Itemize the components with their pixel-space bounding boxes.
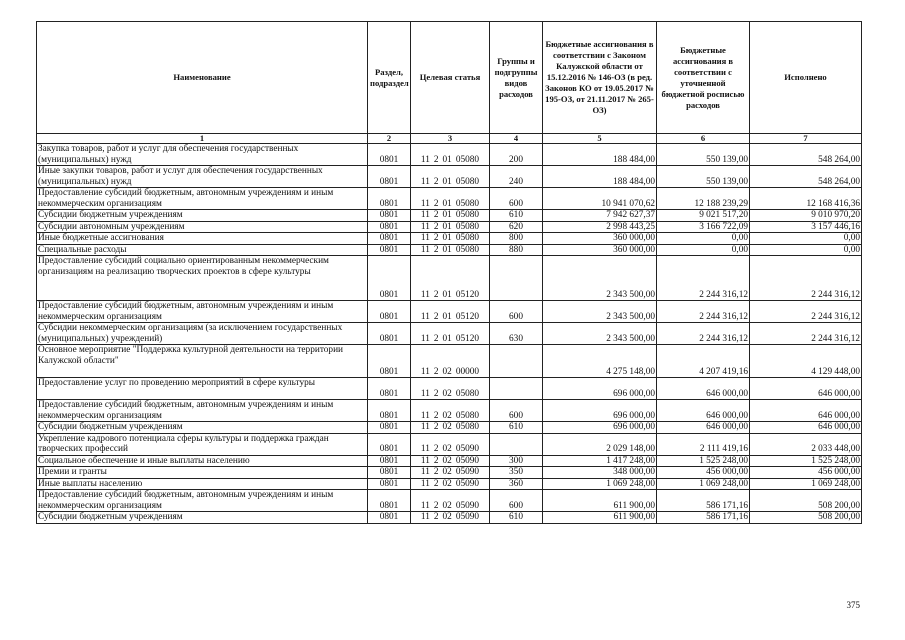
row-executed: 2 244 316,12 bbox=[750, 256, 862, 301]
row-executed: 0,00 bbox=[750, 244, 862, 256]
row-name: Иные закупки товаров, работ и услуг для обеспечения государственных (муниципальных) нужд bbox=[37, 166, 368, 188]
row-target-article bbox=[411, 256, 490, 301]
row-section: 0801 bbox=[368, 188, 411, 210]
row-expense-group: 610 bbox=[490, 422, 543, 434]
table-row bbox=[37, 301, 862, 323]
row-name: Укрепление кадрового потенциала сферы культуры и поддержка граждан творческих профессий bbox=[37, 433, 368, 455]
table-row bbox=[37, 144, 862, 166]
row-budget-refined: 456 000,00 bbox=[657, 467, 750, 479]
table-row bbox=[37, 233, 862, 245]
row-budget-refined: 12 188 239,29 bbox=[657, 188, 750, 210]
row-expense-group: 600 bbox=[490, 301, 543, 323]
column-number-row bbox=[37, 134, 862, 144]
target-article-part: 11 bbox=[420, 410, 430, 421]
target-article-part: 01 bbox=[442, 154, 452, 165]
target-article-part: 11 bbox=[420, 210, 430, 220]
row-budget-refined: 586 171,16 bbox=[657, 512, 750, 524]
target-article-part: 2 bbox=[433, 244, 439, 255]
row-expense-group: 610 bbox=[490, 512, 543, 524]
target-article-part: 11 bbox=[420, 512, 430, 522]
target-article-part: 05080 bbox=[455, 410, 480, 421]
column-number: 1 bbox=[37, 134, 368, 144]
target-article-part: 11 bbox=[420, 422, 430, 432]
row-budget-refined: 1 525 248,00 bbox=[657, 455, 750, 467]
row-section: 0801 bbox=[368, 221, 411, 233]
column-number: 3 bbox=[411, 134, 490, 144]
row-executed: 12 168 416,36 bbox=[750, 188, 862, 210]
row-section: 0801 bbox=[368, 256, 411, 301]
target-article-part: 11 bbox=[420, 478, 430, 489]
header-executed: Исполнено bbox=[750, 22, 862, 134]
target-article-part: 02 bbox=[442, 444, 452, 454]
target-article-part: 05090 bbox=[455, 478, 480, 489]
row-budget-law: 1 069 248,00 bbox=[543, 478, 657, 490]
row-expense-group: 620 bbox=[490, 221, 543, 233]
row-executed: 1 525 248,00 bbox=[750, 455, 862, 467]
row-budget-law: 2 343 500,00 bbox=[543, 323, 657, 345]
row-target-article bbox=[411, 323, 490, 345]
target-article-part: 05090 bbox=[455, 455, 480, 466]
row-target-article bbox=[411, 478, 490, 490]
table-row bbox=[37, 221, 862, 233]
row-budget-law: 611 900,00 bbox=[543, 490, 657, 512]
target-article-part: 01 bbox=[442, 176, 452, 187]
row-executed: 508 200,00 bbox=[750, 512, 862, 524]
table-row bbox=[37, 345, 862, 378]
row-budget-refined: 550 139,00 bbox=[657, 144, 750, 166]
target-article-part: 11 bbox=[420, 176, 430, 187]
target-article-part: 2 bbox=[433, 311, 439, 322]
target-article-part: 05080 bbox=[455, 422, 480, 432]
table-row bbox=[37, 323, 862, 345]
row-section: 0801 bbox=[368, 455, 411, 467]
target-article-part: 11 bbox=[420, 455, 430, 466]
row-section: 0801 bbox=[368, 233, 411, 245]
target-article-part: 05120 bbox=[455, 333, 480, 344]
row-budget-refined: 0,00 bbox=[657, 233, 750, 245]
row-budget-law: 611 900,00 bbox=[543, 512, 657, 524]
target-article-part: 2 bbox=[433, 221, 439, 232]
row-executed: 508 200,00 bbox=[750, 490, 862, 512]
row-executed: 646 000,00 bbox=[750, 422, 862, 434]
target-article-part: 01 bbox=[442, 311, 452, 322]
row-expense-group: 350 bbox=[490, 467, 543, 479]
row-target-article bbox=[411, 301, 490, 323]
row-executed: 646 000,00 bbox=[750, 378, 862, 400]
row-name: Субсидии автономным учреждениям bbox=[37, 221, 368, 233]
target-article-part: 05080 bbox=[455, 388, 480, 399]
table-row bbox=[37, 422, 862, 434]
target-article-part: 2 bbox=[433, 388, 439, 399]
row-name: Субсидии бюджетным учреждениям bbox=[37, 422, 368, 434]
target-article-part: 2 bbox=[433, 422, 439, 432]
target-article-part: 01 bbox=[442, 198, 452, 209]
row-name: Иные бюджетные ассигнования bbox=[37, 233, 368, 245]
table-row bbox=[37, 490, 862, 512]
column-number: 6 bbox=[657, 134, 750, 144]
row-budget-law: 4 275 148,00 bbox=[543, 345, 657, 378]
row-name: Субсидии бюджетным учреждениям bbox=[37, 512, 368, 524]
row-budget-refined: 646 000,00 bbox=[657, 422, 750, 434]
target-article-part: 05080 bbox=[455, 154, 480, 165]
row-executed: 456 000,00 bbox=[750, 467, 862, 479]
row-budget-refined: 3 166 722,09 bbox=[657, 221, 750, 233]
target-article-part: 2 bbox=[433, 154, 439, 165]
row-section: 0801 bbox=[368, 210, 411, 222]
row-target-article bbox=[411, 210, 490, 222]
table-row bbox=[37, 400, 862, 422]
row-section: 0801 bbox=[368, 490, 411, 512]
target-article-part: 11 bbox=[420, 333, 430, 344]
row-executed: 2 244 316,12 bbox=[750, 323, 862, 345]
header-budget-refined: Бюджетные ассигнования в соответствии с уточненной бюджетной росписью расходов bbox=[657, 22, 750, 134]
budget-table bbox=[36, 21, 862, 524]
row-budget-refined: 2 244 316,12 bbox=[657, 323, 750, 345]
row-expense-group: 630 bbox=[490, 323, 543, 345]
target-article-part: 02 bbox=[442, 422, 452, 432]
row-target-article bbox=[411, 422, 490, 434]
table-row bbox=[37, 467, 862, 479]
row-budget-law: 2 998 443,25 bbox=[543, 221, 657, 233]
row-budget-refined: 2 111 419,16 bbox=[657, 433, 750, 455]
table-row bbox=[37, 455, 862, 467]
target-article-part: 05080 bbox=[455, 244, 480, 255]
row-name: Предоставление субсидий бюджетным, автономным учреждениям и иным некоммерческим организациям bbox=[37, 301, 368, 323]
target-article-part: 01 bbox=[442, 233, 452, 243]
target-article-part: 05080 bbox=[455, 176, 480, 187]
row-target-article bbox=[411, 221, 490, 233]
target-article-part: 11 bbox=[420, 244, 430, 255]
row-expense-group: 200 bbox=[490, 144, 543, 166]
column-number: 7 bbox=[750, 134, 862, 144]
row-budget-refined: 9 021 517,20 bbox=[657, 210, 750, 222]
table-row bbox=[37, 378, 862, 400]
row-section: 0801 bbox=[368, 422, 411, 434]
row-section: 0801 bbox=[368, 478, 411, 490]
row-budget-law: 10 941 070,62 bbox=[543, 188, 657, 210]
target-article-part: 05120 bbox=[455, 311, 480, 322]
row-section: 0801 bbox=[368, 301, 411, 323]
row-executed: 2 033 448,00 bbox=[750, 433, 862, 455]
row-budget-law: 348 000,00 bbox=[543, 467, 657, 479]
target-article-part: 02 bbox=[442, 410, 452, 421]
row-target-article bbox=[411, 378, 490, 400]
row-expense-group: 880 bbox=[490, 244, 543, 256]
row-executed: 2 244 316,12 bbox=[750, 301, 862, 323]
table-row bbox=[37, 166, 862, 188]
target-article-part: 01 bbox=[442, 210, 452, 220]
target-article-part: 05080 bbox=[455, 233, 480, 243]
row-expense-group bbox=[490, 256, 543, 301]
row-target-article bbox=[411, 400, 490, 422]
row-target-article bbox=[411, 166, 490, 188]
target-article-part: 11 bbox=[420, 467, 430, 477]
target-article-part: 2 bbox=[433, 500, 439, 511]
target-article-part: 2 bbox=[433, 176, 439, 187]
column-number: 5 bbox=[543, 134, 657, 144]
target-article-part: 05090 bbox=[455, 444, 480, 454]
row-budget-law: 2 343 500,00 bbox=[543, 301, 657, 323]
target-article-part: 2 bbox=[433, 478, 439, 489]
row-expense-group: 240 bbox=[490, 166, 543, 188]
row-target-article bbox=[411, 144, 490, 166]
row-section: 0801 bbox=[368, 144, 411, 166]
row-budget-law: 2 029 148,00 bbox=[543, 433, 657, 455]
target-article-part: 11 bbox=[420, 221, 430, 232]
row-executed: 4 129 448,00 bbox=[750, 345, 862, 378]
row-budget-law: 2 343 500,00 bbox=[543, 256, 657, 301]
row-budget-refined: 0,00 bbox=[657, 244, 750, 256]
row-name: Основное мероприятие "Поддержка культурной деятельности на территории Калужской области" bbox=[37, 345, 368, 378]
target-article-part: 2 bbox=[433, 210, 439, 220]
row-budget-refined: 646 000,00 bbox=[657, 378, 750, 400]
row-expense-group bbox=[490, 345, 543, 378]
row-budget-refined: 4 207 419,16 bbox=[657, 345, 750, 378]
row-name: Предоставление субсидий бюджетным, автономным учреждениям и иным некоммерческим организациям bbox=[37, 490, 368, 512]
row-executed: 548 264,00 bbox=[750, 166, 862, 188]
page-number: 375 bbox=[846, 600, 860, 610]
table-row bbox=[37, 188, 862, 210]
row-budget-refined: 550 139,00 bbox=[657, 166, 750, 188]
target-article-part: 11 bbox=[420, 388, 430, 399]
target-article-part: 05090 bbox=[455, 467, 480, 477]
row-budget-law: 696 000,00 bbox=[543, 378, 657, 400]
row-name: Субсидии некоммерческим организациям (за исключением государственных (муниципальных) учреждений) bbox=[37, 323, 368, 345]
row-section: 0801 bbox=[368, 166, 411, 188]
row-budget-refined: 2 244 316,12 bbox=[657, 301, 750, 323]
target-article-part: 11 bbox=[420, 444, 430, 454]
row-budget-law: 7 942 627,37 bbox=[543, 210, 657, 222]
table-body bbox=[37, 144, 862, 524]
row-expense-group bbox=[490, 433, 543, 455]
row-executed: 1 069 248,00 bbox=[750, 478, 862, 490]
target-article-part: 2 bbox=[433, 333, 439, 344]
row-budget-law: 696 000,00 bbox=[543, 422, 657, 434]
column-number: 4 bbox=[490, 134, 543, 144]
row-name: Предоставление услуг по проведению мероприятий в сфере культуры bbox=[37, 378, 368, 400]
target-article-part: 2 bbox=[433, 198, 439, 209]
row-budget-refined: 2 244 316,12 bbox=[657, 256, 750, 301]
row-name: Закупка товаров, работ и услуг для обеспечения государственных (муниципальных) нужд bbox=[37, 144, 368, 166]
row-section: 0801 bbox=[368, 345, 411, 378]
target-article-part: 2 bbox=[433, 366, 439, 377]
row-budget-refined: 646 000,00 bbox=[657, 400, 750, 422]
row-executed: 0,00 bbox=[750, 233, 862, 245]
row-target-article bbox=[411, 233, 490, 245]
target-article-part: 05090 bbox=[455, 500, 480, 511]
row-expense-group: 600 bbox=[490, 188, 543, 210]
header-budget-law: Бюджетные ассигнования в соответствии с Законом Калужской области от 15.12.2016 № 146-ОЗ (в ред. Законов КО от 19.05.2017 № 195-ОЗ, от 21.11.2017 № 265-ОЗ) bbox=[543, 22, 657, 134]
target-article-part: 11 bbox=[420, 233, 430, 243]
row-name: Специальные расходы bbox=[37, 244, 368, 256]
row-target-article bbox=[411, 433, 490, 455]
column-number: 2 bbox=[368, 134, 411, 144]
target-article-part: 05080 bbox=[455, 210, 480, 220]
row-target-article bbox=[411, 345, 490, 378]
target-article-part: 2 bbox=[433, 444, 439, 454]
row-budget-refined: 1 069 248,00 bbox=[657, 478, 750, 490]
target-article-part: 01 bbox=[442, 333, 452, 344]
row-section: 0801 bbox=[368, 378, 411, 400]
row-target-article bbox=[411, 455, 490, 467]
row-section: 0801 bbox=[368, 244, 411, 256]
row-name: Предоставление субсидий бюджетным, автономным учреждениям и иным некоммерческим организациям bbox=[37, 188, 368, 210]
row-target-article bbox=[411, 244, 490, 256]
row-expense-group: 800 bbox=[490, 233, 543, 245]
row-target-article bbox=[411, 188, 490, 210]
target-article-part: 11 bbox=[420, 366, 430, 377]
row-executed: 3 157 446,16 bbox=[750, 221, 862, 233]
row-executed: 548 264,00 bbox=[750, 144, 862, 166]
row-target-article bbox=[411, 467, 490, 479]
target-article-part: 02 bbox=[442, 366, 452, 377]
target-article-part: 05090 bbox=[455, 512, 480, 522]
row-name: Предоставление субсидий социально ориентированным некоммерческим организациям на реализацию творческих проектов в сфере культуры bbox=[37, 256, 368, 301]
table-row bbox=[37, 244, 862, 256]
header-section: Раздел, подраздел bbox=[368, 22, 411, 134]
target-article-part: 01 bbox=[442, 244, 452, 255]
target-article-part: 11 bbox=[420, 154, 430, 165]
row-executed: 9 010 970,20 bbox=[750, 210, 862, 222]
row-expense-group: 610 bbox=[490, 210, 543, 222]
target-article-part: 01 bbox=[442, 221, 452, 232]
target-article-part: 00000 bbox=[455, 366, 480, 377]
target-article-part: 2 bbox=[433, 233, 439, 243]
target-article-part: 02 bbox=[442, 467, 452, 477]
row-budget-law: 1 417 248,00 bbox=[543, 455, 657, 467]
row-name: Иные выплаты населению bbox=[37, 478, 368, 490]
row-expense-group: 600 bbox=[490, 490, 543, 512]
row-budget-law: 696 000,00 bbox=[543, 400, 657, 422]
row-name: Премии и гранты bbox=[37, 467, 368, 479]
target-article-part: 11 bbox=[420, 198, 430, 209]
target-article-part: 02 bbox=[442, 500, 452, 511]
row-executed: 646 000,00 bbox=[750, 400, 862, 422]
row-section: 0801 bbox=[368, 323, 411, 345]
row-expense-group: 600 bbox=[490, 400, 543, 422]
target-article-part: 02 bbox=[442, 388, 452, 399]
target-article-part: 02 bbox=[442, 512, 452, 522]
header-name: Наименование bbox=[37, 22, 368, 134]
row-budget-law: 360 000,00 bbox=[543, 244, 657, 256]
row-name: Субсидии бюджетным учреждениям bbox=[37, 210, 368, 222]
row-target-article bbox=[411, 512, 490, 524]
row-expense-group: 360 bbox=[490, 478, 543, 490]
target-article-part: 05120 bbox=[455, 289, 480, 300]
table-row bbox=[37, 433, 862, 455]
target-article-part: 02 bbox=[442, 455, 452, 466]
target-article-part: 05080 bbox=[455, 221, 480, 232]
target-article-part: 2 bbox=[433, 455, 439, 466]
table-row bbox=[37, 210, 862, 222]
row-section: 0801 bbox=[368, 400, 411, 422]
table-header bbox=[37, 22, 862, 144]
row-budget-law: 360 000,00 bbox=[543, 233, 657, 245]
target-article-part: 11 bbox=[420, 311, 430, 322]
target-article-part: 2 bbox=[433, 289, 439, 300]
table-row bbox=[37, 478, 862, 490]
row-target-article bbox=[411, 490, 490, 512]
target-article-part: 2 bbox=[433, 512, 439, 522]
header-target-article: Целевая статья bbox=[411, 22, 490, 134]
table-row bbox=[37, 256, 862, 301]
row-expense-group bbox=[490, 378, 543, 400]
row-expense-group: 300 bbox=[490, 455, 543, 467]
row-name: Социальное обеспечение и иные выплаты населению bbox=[37, 455, 368, 467]
row-budget-refined: 586 171,16 bbox=[657, 490, 750, 512]
row-section: 0801 bbox=[368, 467, 411, 479]
target-article-part: 02 bbox=[442, 478, 452, 489]
target-article-part: 2 bbox=[433, 467, 439, 477]
table-row bbox=[37, 512, 862, 524]
row-section: 0801 bbox=[368, 433, 411, 455]
target-article-part: 11 bbox=[420, 289, 430, 300]
row-budget-law: 188 484,00 bbox=[543, 144, 657, 166]
header-expense-groups: Группы и подгруппы видов расходов bbox=[490, 22, 543, 134]
row-name: Предоставление субсидий бюджетным, автономным учреждениям и иным некоммерческим организациям bbox=[37, 400, 368, 422]
target-article-part: 11 bbox=[420, 500, 430, 511]
target-article-part: 2 bbox=[433, 410, 439, 421]
target-article-part: 05080 bbox=[455, 198, 480, 209]
row-budget-law: 188 484,00 bbox=[543, 166, 657, 188]
row-section: 0801 bbox=[368, 512, 411, 524]
target-article-part: 01 bbox=[442, 289, 452, 300]
